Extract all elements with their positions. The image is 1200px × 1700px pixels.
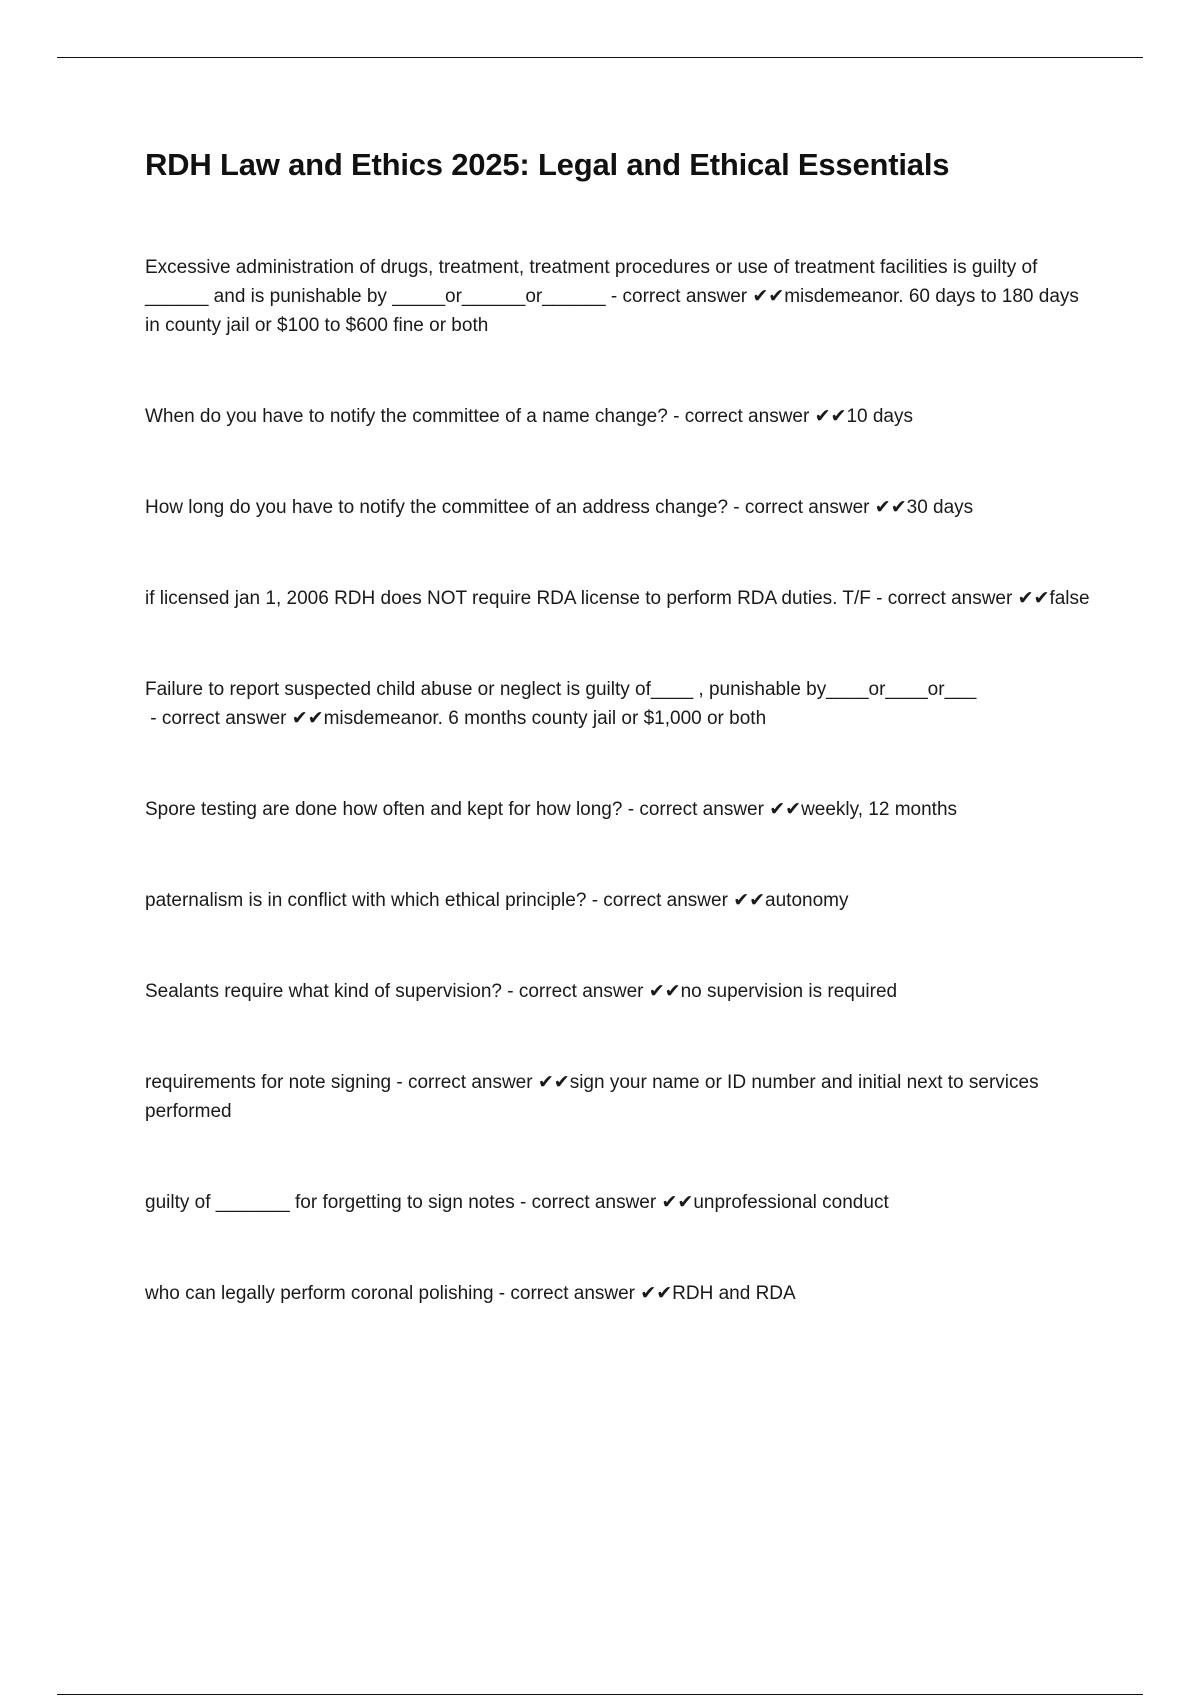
answer-text: misdemeanor. 60 days to 180 days in county jail or $100 to $600 fine or both	[145, 286, 1079, 336]
question-text: Sealants require what kind of supervision?	[145, 981, 502, 1002]
qa-item	[145, 584, 1095, 675]
qa-item	[145, 253, 1095, 402]
answer-separator: - correct answer	[605, 286, 753, 307]
qa-item	[145, 493, 1095, 584]
answer-text: unprofessional conduct	[693, 1192, 889, 1213]
qa-item	[145, 402, 1095, 493]
checkmark-icon: ✔✔	[291, 708, 324, 729]
question-text: How long do you have to notify the committee of an address change?	[145, 497, 729, 518]
qa-item	[145, 1188, 1095, 1279]
answer-text: 10 days	[846, 406, 913, 427]
qa-item	[145, 977, 1095, 1068]
checkmark-icon: ✔✔	[752, 286, 785, 307]
answer-separator: - correct answer	[493, 1283, 641, 1304]
checkmark-icon: ✔✔	[733, 890, 766, 911]
qa-list	[145, 253, 1095, 1308]
answer-text: false	[1049, 588, 1090, 609]
answer-separator: - correct answer	[391, 1072, 538, 1093]
answer-separator: - correct answer	[870, 588, 1018, 609]
answer-separator: - correct answer	[514, 1192, 662, 1213]
question-text: guilty of _______ for forgetting to sign notes	[145, 1192, 515, 1213]
question-text: Excessive administration of drugs, treatment, treatment procedures or use of treatment facilities is guilty of ______ and is punishable by _____or______or______	[145, 257, 1038, 307]
checkmark-icon: ✔✔	[537, 1072, 570, 1093]
question-text: Spore testing are done how often and kept for how long?	[145, 799, 623, 820]
question-text: paternalism is in conflict with which ethical principle?	[145, 890, 587, 911]
checkmark-icon: ✔✔	[640, 1283, 673, 1304]
answer-separator: - correct answer	[586, 890, 734, 911]
qa-item	[145, 1068, 1095, 1188]
qa-item	[145, 795, 1095, 886]
answer-text: RDH and RDA	[672, 1283, 796, 1304]
page-title: RDH Law and Ethics 2025: Legal and Ethical Essentials	[145, 147, 950, 182]
qa-item	[145, 1279, 1095, 1308]
qa-item	[145, 886, 1095, 977]
checkmark-icon: ✔✔	[661, 1192, 694, 1213]
question-text: who can legally perform coronal polishing	[145, 1283, 494, 1304]
qa-item	[145, 675, 1095, 795]
answer-separator: - correct answer	[667, 406, 815, 427]
answer-text: autonomy	[765, 890, 849, 911]
bottom-rule	[57, 1694, 1143, 1695]
checkmark-icon: ✔✔	[814, 406, 847, 427]
checkmark-icon: ✔✔	[1017, 588, 1050, 609]
answer-separator: - correct answer	[145, 708, 292, 729]
checkmark-icon: ✔✔	[769, 799, 802, 820]
answer-text: no supervision is required	[680, 981, 898, 1002]
question-text: requirements for note signing	[145, 1072, 392, 1093]
answer-text: misdemeanor. 6 months county jail or $1,000 or both	[323, 708, 767, 729]
answer-separator: - correct answer	[622, 799, 770, 820]
answer-separator: - correct answer	[728, 497, 875, 518]
answer-text: 30 days	[906, 497, 974, 518]
question-text: When do you have to notify the committee of a name change?	[145, 406, 668, 427]
answer-text: weekly, 12 months	[801, 799, 958, 820]
question-text: Failure to report suspected child abuse or neglect is guilty of____ , punishable by____or____or___	[145, 679, 977, 700]
checkmark-icon: ✔✔	[874, 497, 907, 518]
top-rule	[57, 57, 1143, 58]
checkmark-icon: ✔✔	[648, 981, 681, 1002]
answer-separator: - correct answer	[501, 981, 649, 1002]
answer-text: sign your name or ID number and initial next to services performed	[145, 1072, 1039, 1122]
question-text: if licensed jan 1, 2006 RDH does NOT require RDA license to perform RDA duties. T/F	[145, 588, 871, 609]
